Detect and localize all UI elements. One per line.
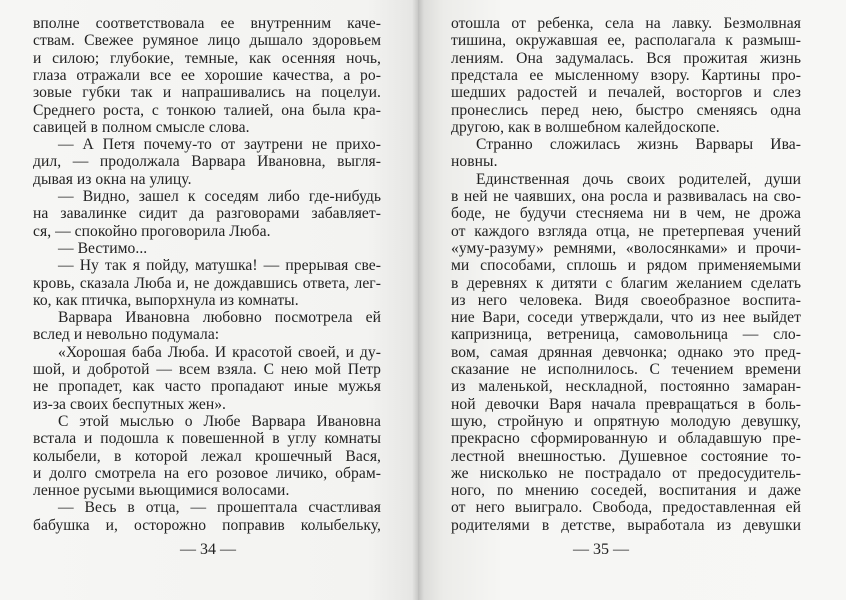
text-line: дил, — продолжала Варвара Ивановна, выгля- (33, 153, 381, 171)
text-line: «Хорошая баба Люба. И красотой своей, и ду- (58, 343, 381, 361)
book-gutter (412, 0, 424, 600)
text-line: ной девочки Варя начала превращаться в боль- (451, 395, 801, 413)
text-line: капризница, ветреница, самовольница — сло- (451, 326, 801, 344)
text-line: зовые губки так и напрашивались на поцелуи. (33, 84, 381, 102)
text-line: боде, не будучи стесняема ни в чем, не дрожа (451, 205, 801, 223)
page-number: — 34 — (180, 541, 236, 558)
text-line: другою, как в волшебном калейдоскопе. (451, 118, 720, 136)
text-line: Среднего роста, с тонкою талией, она была кра- (33, 101, 381, 119)
text-line: ко, как птичка, выпорхнула из комнаты. (33, 291, 299, 309)
text-line: тишина, окружавшая ее, располагала к размыш- (451, 32, 801, 50)
text-line: ствам. Свежее румяное лицо дышало здоровьем (33, 32, 381, 50)
text-line: в деревнях к дитяти с благим желанием сделать (451, 274, 801, 292)
text-line: от каждого взгляда отца, не претерпевая учений (451, 222, 801, 240)
text-line: предстала ее мысленному взору. Картины про- (451, 66, 801, 84)
text-line: из-за своих беспутных жен». (33, 395, 227, 413)
text-line: глаза отражали все ее хорошие качества, а ро- (33, 66, 381, 84)
text-line: ся, — спокойно проговорила Люба. (33, 222, 271, 240)
text-line: вом, самая дрянная девчонка; однако это пред- (451, 343, 801, 361)
text-line: кровь, сказала Люба и, не дождавшись ответа, лег- (33, 274, 381, 292)
text-line: колыбели, в которой лежал крошечный Вася, (33, 447, 381, 465)
text-line: шую, стройную и опрятную молодую девушку, (451, 412, 801, 430)
text-line: — Видно, зашел к соседям либо где-нибудь (58, 188, 381, 205)
left-page (0, 0, 418, 600)
text-line: отошла от ребенка, села на лавку. Безмолвная (451, 15, 801, 32)
text-line: савицей в полном смысле слова. (33, 118, 250, 136)
text-line: же нисколько не пострадало от предосудитель- (451, 464, 801, 482)
text-line: вслед и невольно подумала: (33, 326, 220, 344)
text-line: дывая из окна на улицу. (33, 170, 192, 188)
text-line: и долго смотрела на его розовое личико, обрам- (33, 464, 381, 482)
text-line: ние Вари, соседи утверждали, что из нее выйдет (451, 309, 801, 327)
text-line: — Ну так я пойду, матушка! — прерывая све- (58, 257, 381, 275)
text-line: Странно сложилась жизнь Варвары Ива- (476, 136, 801, 154)
text-line: ного, по мнению соседей, воспитания и даже (451, 482, 801, 500)
text-line: — Весь в отца, — прошептала счастливая (58, 499, 381, 517)
text-line: из него человека. Видя своеобразное воспита- (451, 291, 801, 309)
text-line: Единственная дочь своих родителей, души (476, 170, 801, 188)
text-line: лестной внешностью. Душевное состояние то- (451, 447, 801, 465)
text-line: новны. (451, 153, 498, 171)
text-line: из маленькой, нескладной, постоянно замаран- (451, 378, 801, 396)
text-line: в ней не чаявших, она росла и развивалась на сво- (451, 188, 801, 205)
text-line: ленное русыми вьющимися волосами. (33, 482, 290, 500)
text-line: С этой мыслью о Любе Варвара Ивановна (58, 412, 381, 430)
text-line: — Вестимо... (58, 239, 148, 257)
text-line: вполне соответствовала ее внутренним каче- (33, 15, 381, 32)
text-line: прекрасно сформированную и обладавшую пре- (451, 430, 801, 448)
text-line: Варвара Ивановна любовно посмотрела ей (58, 309, 381, 327)
text-line: и силою; глубокие, темные, как осенняя ночь, (33, 49, 381, 67)
text-line: — А Петя почему-то от заутрени не прихо- (58, 136, 381, 154)
text-line: сказание не исполнилось. С течением времени (451, 361, 801, 378)
text-line: лениям. Она задумалась. Вся прожитая жизнь (451, 49, 801, 67)
text-line: пронеслись перед нею, быстро сменяясь одна (451, 101, 801, 119)
text-line: на завалинке сидит да разговорами забавляет- (33, 205, 381, 223)
page-number: — 35 — (573, 541, 629, 558)
text-line: встала и подошла к повешенной в углу комнаты (33, 430, 381, 448)
text-line: «уму-разуму» ремнями, «волосянками» и прочи- (451, 239, 801, 257)
right-page (418, 0, 846, 600)
text-line: ми способами, сплошь и рядом применяемыми (451, 257, 801, 275)
text-line: бабушка и, осторожно поправив колыбельку, (33, 516, 381, 534)
text-line: шой, и добротой — всем взяла. С нею мой Петр (33, 361, 381, 378)
text-line: родителями в детстве, выработала из девушки (451, 516, 801, 534)
text-line: шедших радостей и печалей, восторгов и слез (451, 84, 801, 102)
text-line: от него выиграло. Свобода, предоставленная ей (451, 499, 801, 517)
text-line: не пропадет, как часто пропадают иные мужья (33, 378, 381, 396)
